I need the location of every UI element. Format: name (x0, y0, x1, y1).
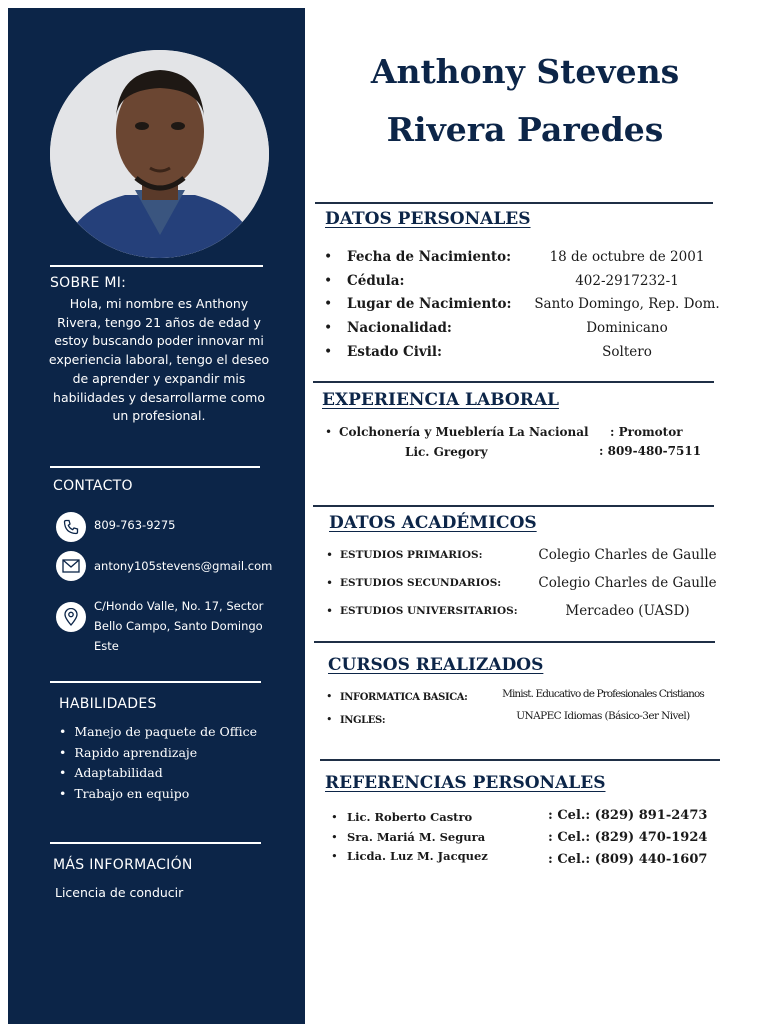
course-row: • INFORMATICA BASICA: (326, 690, 468, 703)
company-name: Colchonería y Mueblería La Nacional (339, 425, 589, 439)
field-label: Nacionalidad: (347, 320, 452, 337)
divider (50, 265, 263, 267)
skill-item: • Trabajo en equipo (59, 785, 190, 801)
divider (313, 381, 714, 383)
course-value: UNAPEC Idiomas (Básico-3er Nivel) (516, 710, 690, 722)
reference-name: Lic. Roberto Castro (347, 810, 473, 824)
field-value: Dominicano (586, 320, 668, 337)
profile-photo-illustration (50, 50, 269, 258)
reference-phone: : Cel.: (829) 470-1924 (548, 830, 708, 845)
profile-photo (50, 50, 269, 258)
address-line: Bello Campo, Santo Domingo (94, 619, 263, 633)
references-phones (548, 805, 707, 871)
reference-row: • Licda. Luz M. Jacquez (331, 849, 488, 863)
contact-phone[interactable]: 809-763-9275 (94, 518, 176, 532)
skill-item: • Rapido aprendizaje (59, 744, 198, 760)
reference-name: Licda. Luz M. Jacquez (347, 849, 488, 863)
field-label: INFORMATICA BASICA: (340, 692, 468, 703)
course-row: • INGLES: (326, 713, 386, 726)
field-label: Cédula: (347, 272, 405, 289)
field-label: ESTUDIOS UNIVERSITARIOS: (340, 605, 518, 617)
field-label: Lugar de Nacimiento: (347, 296, 512, 313)
field-value: Mercadeo (UASD) (565, 603, 690, 619)
contact-name: Lic. Gregory (405, 445, 488, 459)
personal-row: • Lugar de Nacimiento: Santo Domingo, Rep. Dom. (324, 293, 724, 317)
reference-phone: : Cel.: (829) 891-2473 (548, 808, 708, 823)
mail-icon (56, 551, 86, 581)
personal-list (324, 246, 724, 365)
skills-heading: HABILIDADES (59, 696, 157, 712)
courses-labels (326, 686, 467, 732)
reference-phone: : Cel.: (809) 440-1607 (548, 852, 708, 867)
field-label: Fecha de Nacimiento: (347, 249, 512, 265)
divider (314, 641, 715, 643)
field-value: Soltero (602, 343, 652, 360)
experience-section-title: EXPERIENCIA LABORAL (322, 390, 559, 410)
education-list (326, 541, 726, 625)
about-text: Hola, mi nombre es Anthony Rivera, tengo 21 años de edad y estoy buscando poder innovar mi experiencia laboral, tengo el deseo de aprender y expandir mis habilidades y desarrollarme como un profesional. (48, 296, 270, 424)
education-row: • ESTUDIOS PRIMARIOS: Colegio Charles de Gaulle (326, 541, 726, 569)
field-label: ESTUDIOS PRIMARIOS: (340, 549, 483, 561)
skill-item: • Adaptabilidad (59, 765, 163, 780)
field-value: Santo Domingo, Rep. Dom. (534, 296, 720, 313)
location-pin-icon (56, 602, 86, 632)
field-value: 18 de octubre de 2001 (549, 249, 705, 265)
contact-address (94, 596, 263, 656)
field-value: Colegio Charles de Gaulle (538, 575, 717, 591)
education-row: • ESTUDIOS UNIVERSITARIOS: Mercadeo (UASD) (326, 597, 726, 625)
skill-item: • Manejo de paquete de Office (59, 724, 257, 739)
contact-heading: CONTACTO (53, 478, 133, 494)
skills-list (59, 722, 257, 804)
course-value: Minist. Educativo de Profesionales Cristianos (502, 688, 704, 700)
personal-row: • Nacionalidad: Dominicano (324, 317, 724, 341)
divider (50, 681, 261, 683)
reference-name: Sra. Mariá M. Segura (347, 829, 486, 844)
divider (313, 505, 714, 507)
address-line: Este (94, 639, 119, 653)
divider (320, 759, 720, 761)
references-names (331, 808, 488, 867)
divider (50, 466, 260, 468)
courses-section-title: CURSOS REALIZADOS (328, 655, 544, 675)
field-value: Colegio Charles de Gaulle (538, 547, 717, 563)
contact-email[interactable]: antony105stevens@gmail.com (94, 559, 273, 573)
more-info-text: Licencia de conducir (55, 885, 184, 900)
personal-row: • Cédula: 402-2917232-1 (324, 270, 724, 294)
reference-row: • Sra. Mariá M. Segura (331, 829, 486, 844)
job-phone: : 809-480-7511 (599, 444, 702, 458)
personal-row: • Fecha de Nacimiento: 18 de octubre de 2001 (324, 246, 724, 270)
job-role: : Promotor (610, 425, 683, 439)
reference-row: • Lic. Roberto Castro (331, 810, 473, 824)
phone-icon (56, 512, 86, 542)
more-info-heading: MÁS INFORMACIÓN (53, 857, 193, 873)
education-row: • ESTUDIOS SECUNDARIOS: Colegio Charles de Gaulle (326, 569, 726, 597)
field-label: Estado Civil: (347, 343, 442, 360)
references-section-title: REFERENCIAS PERSONALES (325, 773, 606, 793)
divider (315, 202, 713, 204)
name-line-1: Anthony Stevens (370, 52, 680, 91)
education-section-title: DATOS ACADÉMICOS (329, 513, 537, 533)
field-value: 402-2917232-1 (575, 272, 679, 289)
field-label: INGLES: (340, 715, 386, 726)
personal-section-title: DATOS PERSONALES (325, 209, 531, 229)
address-line: C/Hondo Valle, No. 17, Sector (94, 599, 264, 613)
field-label: ESTUDIOS SECUNDARIOS: (340, 577, 502, 589)
about-heading: SOBRE MI: (50, 275, 127, 291)
name-line-2: Rivera Paredes (386, 110, 664, 149)
divider (50, 842, 261, 844)
experience-entry: • Colchonería y Mueblería La Nacional Lic. Gregory (325, 422, 589, 462)
personal-row: • Estado Civil: Soltero (324, 341, 724, 365)
